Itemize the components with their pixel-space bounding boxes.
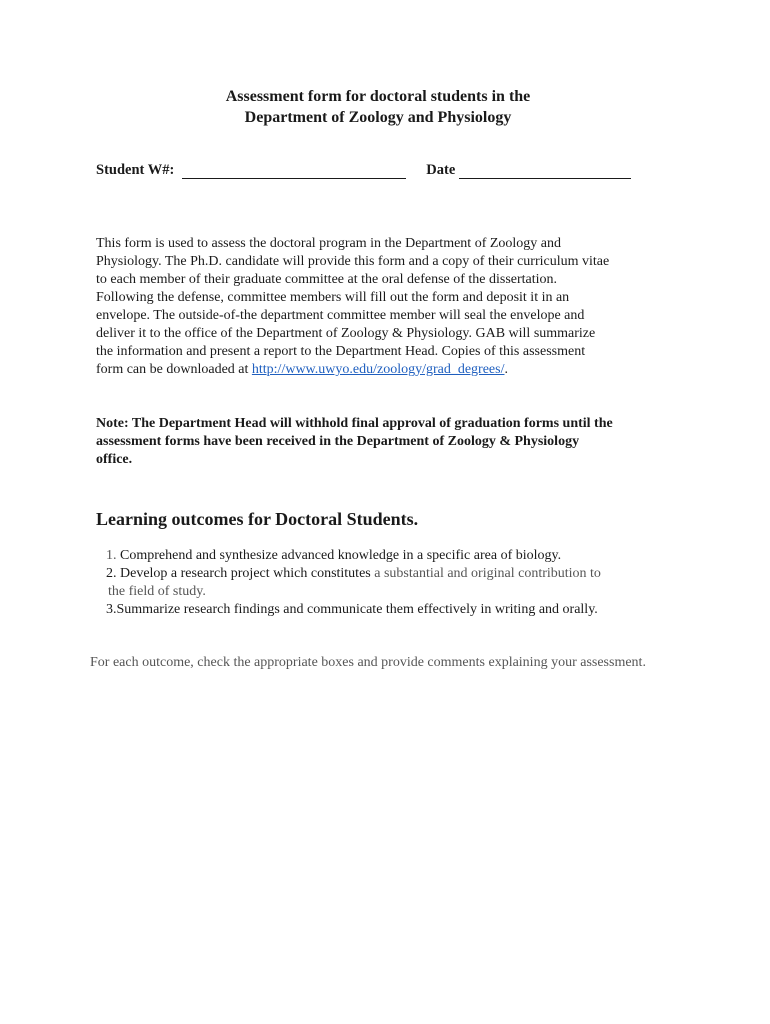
date-label: Date	[426, 162, 456, 178]
outcome-text: Develop a research project which constitutes	[120, 566, 371, 581]
student-w-field[interactable]	[182, 164, 406, 179]
intro-line: This form is used to assess the doctoral program in the Department of Zoology and	[96, 236, 562, 251]
intro-paragraph	[96, 235, 666, 379]
outcomes-list	[106, 547, 601, 619]
student-w-label: Student W#:	[96, 162, 175, 178]
outcome-text-continued: a substantial and original contribution to	[370, 566, 601, 581]
intro-line: envelope. The outside-of-the department committee member will seal the envelope and	[96, 308, 585, 323]
intro-line: the information and present a report to the Department Head. Copies of this assessment	[96, 344, 586, 359]
outcome-item-3	[106, 601, 601, 619]
title-line-1: Assessment form for doctoral students in the	[225, 88, 531, 105]
document-title	[0, 86, 756, 128]
outcome-number: 3.	[106, 602, 117, 617]
header-fields	[96, 162, 631, 179]
intro-line: Physiology. The Ph.D. candidate will provide this form and a copy of their curriculum vitae	[96, 254, 610, 269]
outcome-item-2	[106, 565, 601, 583]
note-line: assessment forms have been received in the Department of Zoology & Physiology	[96, 434, 580, 449]
intro-line: to each member of their graduate committee at the oral defense of the dissertation.	[96, 272, 558, 287]
outcome-number: 1.	[106, 548, 117, 563]
intro-line: deliver it to the office of the Department of Zoology & Physiology. GAB will summarize	[96, 326, 596, 341]
outcomes-heading: Learning outcomes for Doctoral Students.	[96, 509, 419, 529]
note-paragraph	[96, 415, 676, 469]
outcome-text: Summarize research findings and communicate them effectively in writing and orally.	[116, 602, 598, 617]
date-field[interactable]	[459, 164, 631, 179]
note-line: Note: The Department Head will withhold final approval of graduation forms until the	[96, 416, 613, 431]
title-line-2: Department of Zoology and Physiology	[244, 109, 512, 126]
outcome-text: Comprehend and synthesize advanced knowledge in a specific area of biology.	[120, 548, 562, 563]
intro-line: Following the defense, committee members will fill out the form and deposit it in an	[96, 290, 570, 305]
note-line: office.	[96, 452, 133, 467]
outcome-item-1	[106, 547, 601, 565]
outcome-number: 2.	[106, 566, 117, 581]
assessment-instruction: For each outcome, check the appropriate boxes and provide comments explaining your assessment.	[90, 655, 646, 670]
outcome-item-2-continuation: the field of study.	[108, 584, 206, 599]
intro-line	[96, 361, 666, 379]
download-suffix: .	[504, 362, 508, 377]
download-prefix: form can be downloaded at	[96, 362, 252, 377]
grad-degrees-link[interactable]: http://www.uwyo.edu/zoology/grad_degrees/	[251, 362, 505, 377]
